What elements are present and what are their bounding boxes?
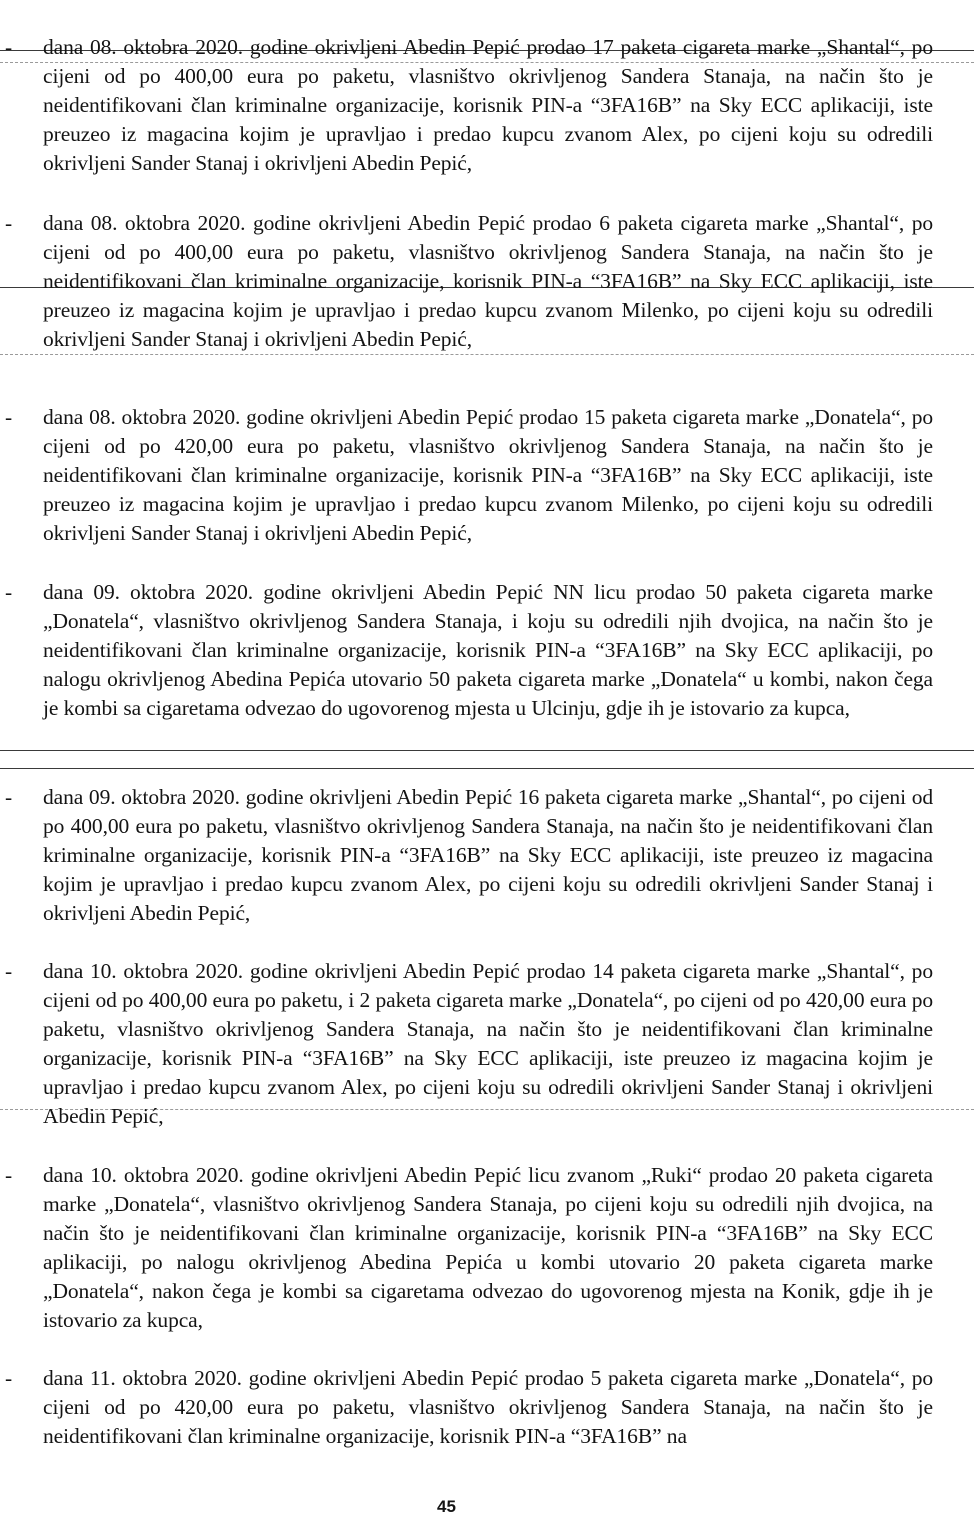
scan-line-mid-4 [0, 768, 974, 769]
bullet-dash: - [5, 785, 13, 809]
bullet-dash: - [5, 211, 13, 235]
scan-line-mid-3 [0, 750, 974, 751]
paragraph-1: dana 08. oktobra 2020. godine okrivljeni Abedin Pepić prodao 17 paketa cigareta marke „Shantal“, po cijeni od po 400,00 eura po paketu, vlasništvo okrivljenog Sandera Stanaja, na način što je neidentifikovani član kriminalne organizacije, korisnik PIN-a “3FA16B” na Sky ECC aplikaciji, iste preuzeo iz magacina kojim je upravljao i predao kupcu zvanom Alex, po cijeni koju su odredili okrivljeni Sander Stanaj i okrivljeni Abedin Pepić, [43, 35, 933, 175]
paragraph-2: dana 08. oktobra 2020. godine okrivljeni Abedin Pepić prodao 6 paketa cigareta marke „Shantal“, po cijeni od po 400,00 eura po paketu, vlasništvo okrivljenog Sandera Stanaja, na način što je neidentifikovani član kriminalne organizacije, korisnik PIN-a “3FA16B” na Sky ECC aplikaciji, iste preuzeo iz magacina kojim je upravljao i predao kupcu zvanom Milenko, po cijeni koju su odredili okrivljeni Sander Stanaj i okrivljeni Abedin Pepić, [43, 211, 933, 351]
bullet-dash: - [5, 35, 13, 59]
paragraph-7: dana 10. oktobra 2020. godine okrivljeni Abedin Pepić licu zvanom „Ruki“ prodao 20 paketa cigareta marke „Donatela“, vlasništvo okrivljenog Sandera Stanaja, po cijeni koju su odredili njih dvojica, na način što je neidentifikovani član kriminalne organizacije, korisnik PIN-a “3FA16B” na Sky ECC aplikaciji, po nalogu okrivljenog Abedina Pepića u kombi utovario 20 paketa cigareta marke „Donatela“, nakon čega je kombi sa cigaretama odvezao do ugovorenog mjesta na Konik, gdje ih je istovario za kupca, [43, 1163, 933, 1332]
paragraph-6: dana 10. oktobra 2020. godine okrivljeni Abedin Pepić prodao 14 paketa cigareta marke „Shantal“, po cijeni od po 400,00 eura po paketu, i 2 paketa cigareta marke „Donatela“, po cijeni od po 420,00 eura po paketu, vlasništvo okrivljenog Sandera Stanaja, na način što je neidentifikovani član kriminalne organizacije, korisnik PIN-a “3FA16B” na Sky ECC aplikaciji, iste preuzeo iz magacina kojim je upravljao i predao kupcu zvanom Alex, po cijeni koju su odredili okrivljeni Sander Stanaj i okrivljeni Abedin Pepić, [43, 959, 933, 1128]
paragraph-5: dana 09. oktobra 2020. godine okrivljeni Abedin Pepić 16 paketa cigareta marke „Shantal“, po cijeni od po 400,00 eura po paketu, vlasništvo okrivljenog Sandera Stanaja, na način što je neidentifikovani član kriminalne organizacije, korisnik PIN-a “3FA16B” na Sky ECC aplikaciji, iste preuzeo iz magacina kojim je upravljao i predao kupcu zvanom Alex, po cijeni koju su odredili okrivljeni Sander Stanaj i okrivljeni Abedin Pepić, [43, 785, 933, 925]
bullet-dash: - [5, 580, 13, 604]
paragraph-3: dana 08. oktobra 2020. godine okrivljeni Abedin Pepić prodao 15 paketa cigareta marke „Donatela“, po cijeni od po 420,00 eura po paketu, vlasništvo okrivljenog Sandera Stanaja, na način što je neidentifikovani član kriminalne organizacije, korisnik PIN-a “3FA16B” na Sky ECC aplikaciji, iste preuzeo iz magacina kojim je upravljao i predao kupcu zvanom Milenko, po cijeni koju su odredili okrivljeni Sander Stanaj i okrivljeni Abedin Pepić, [43, 405, 933, 545]
bullet-dash: - [5, 959, 13, 983]
paragraph-4: dana 09. oktobra 2020. godine okrivljeni Abedin Pepić NN licu prodao 50 paketa cigareta marke „Donatela“, vlasništvo okrivljenog Sandera Stanaja, i koju su odredili njih dvojica, na način što je neidentifikovani član kriminalne organizacije, korisnik PIN-a “3FA16B” na Sky ECC aplikaciji, po nalogu okrivljenog Abedina Pepića utovario 50 paketa cigareta marke „Donatela“ u kombi, nakon čega je kombi sa cigaretama odvezao do ugovorenog mjesta u Ulcinju, gdje ih je istovario za kupca, [43, 580, 933, 720]
bullet-dash: - [5, 1366, 13, 1390]
scan-line-mid-2 [0, 354, 974, 355]
paragraph-8: dana 11. oktobra 2020. godine okrivljeni Abedin Pepić prodao 5 paketa cigareta marke „Donatela“, po cijeni od po 420,00 eura po paketu, vlasništvo okrivljenog Sandera Stanaja, na način što je neidentifikovani član kriminalne organizacije, korisnik PIN-a “3FA16B” na [43, 1366, 933, 1448]
bullet-dash: - [5, 1163, 13, 1187]
bullet-dash: - [5, 405, 13, 429]
page-number: 45 [437, 1497, 456, 1516]
